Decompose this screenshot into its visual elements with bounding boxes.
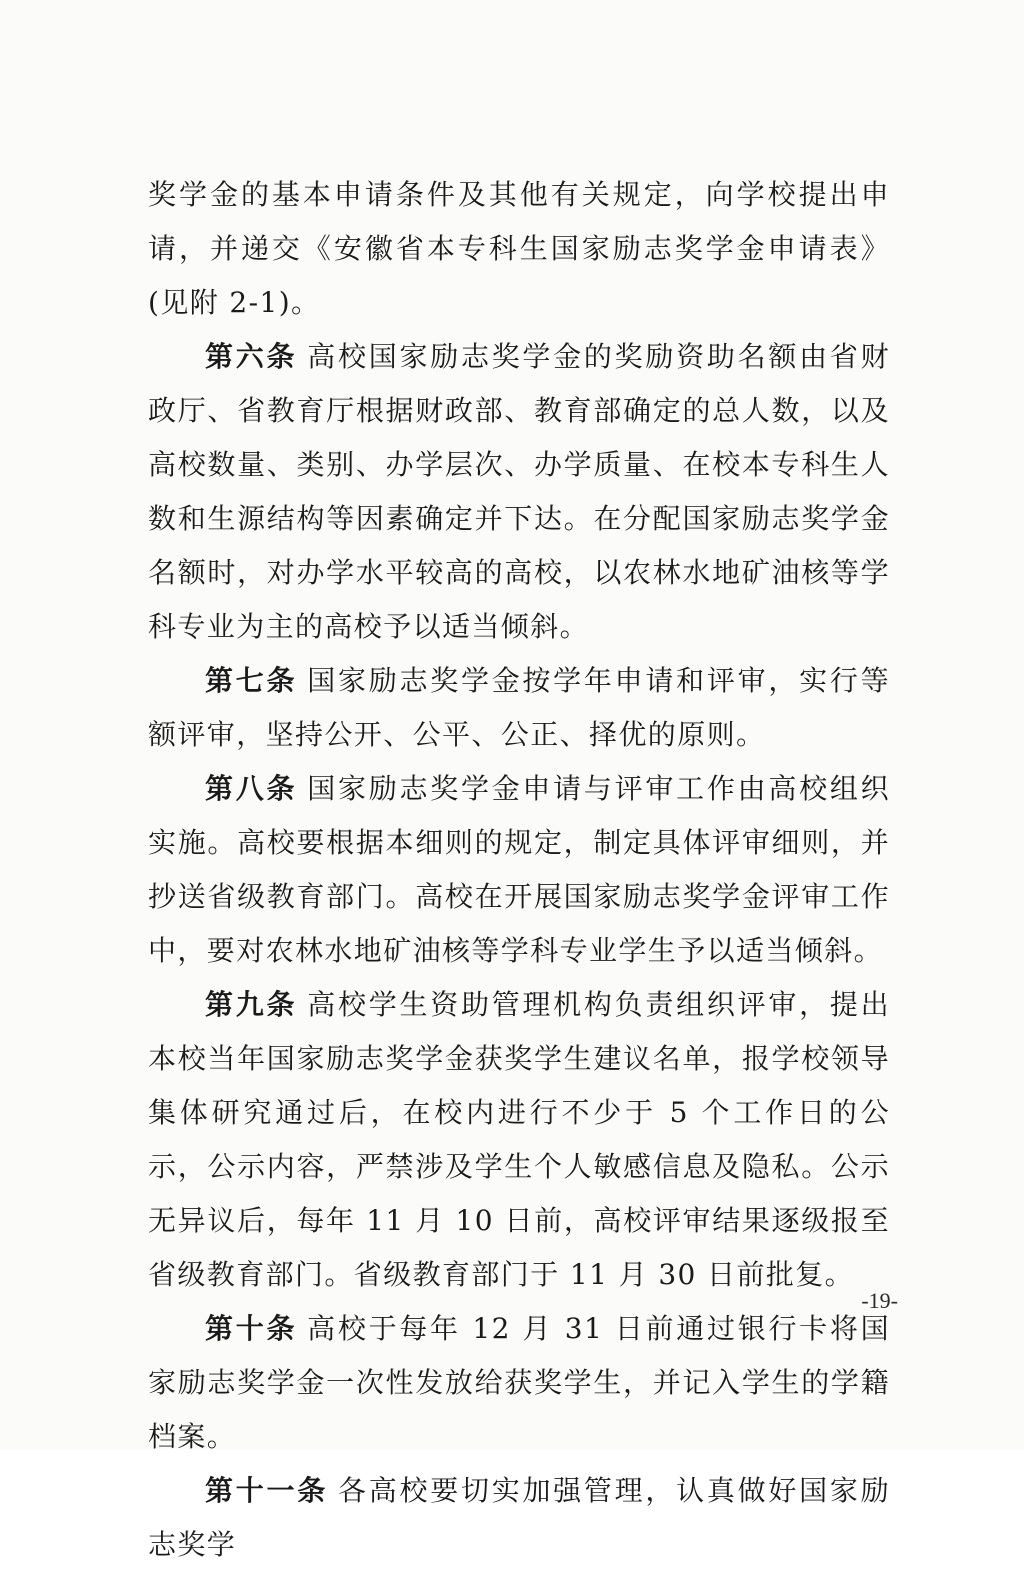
article-title: 第六条 — [205, 340, 298, 373]
article-text: 国家励志奖学金按学年申请和评审，实行等额评审，坚持公开、公平、公正、择优的原则。 — [148, 664, 890, 751]
article-9 — [148, 978, 890, 1302]
article-6 — [148, 330, 890, 654]
article-text: 各高校要切实加强管理，认真做好国家励志奖学 — [148, 1474, 891, 1561]
article-title: 第十条 — [205, 1312, 298, 1345]
article-8 — [148, 762, 890, 978]
article-title: 第十一条 — [205, 1474, 328, 1507]
paragraph-text: 奖学金的基本申请条件及其他有关规定，向学校提出申请，并递交《安徽省本专科生国家励志奖学金申请表》(见附 2-1)。 — [148, 178, 890, 319]
page-number: -19- — [861, 1288, 898, 1313]
article-text: 高校学生资助管理机构负责组织评审，提出本校当年国家励志奖学金获奖学生建议名单，报学校领导集体研究通过后，在校内进行不少于 5 个工作日的公示，公示内容，严禁涉及学生个人敏感信息及隐私。公示无异议后，每年 11 月 10 日前，高校评审结果逐级报至省级教育部门。省级教育部门于 11 月 30 日前批复。 — [148, 988, 890, 1291]
article-title: 第九条 — [205, 988, 298, 1021]
document-body — [148, 168, 890, 1572]
paragraph-continuation — [148, 168, 890, 330]
article-10 — [148, 1302, 890, 1464]
article-text: 国家励志奖学金申请与评审工作由高校组织实施。高校要根据本细则的规定，制定具体评审细则，并抄送省级教育部门。高校在开展国家励志奖学金评审工作中，要对农林水地矿油核等学科专业学生予以适当倾斜。 — [148, 772, 890, 967]
article-title: 第七条 — [205, 664, 298, 697]
article-title: 第八条 — [205, 772, 298, 805]
article-text: 高校于每年 12 月 31 日前通过银行卡将国家励志奖学金一次性发放给获奖学生，并记入学生的学籍档案。 — [148, 1312, 891, 1453]
article-11 — [148, 1464, 890, 1572]
article-7 — [148, 654, 890, 762]
article-text: 高校国家励志奖学金的奖励资助名额由省财政厅、省教育厅根据财政部、教育部确定的总人数，以及高校数量、类别、办学层次、办学质量、在校本专科生人数和生源结构等因素确定并下达。在分配国家励志奖学金名额时，对办学水平较高的高校，以农林水地矿油核等学科专业为主的高校予以适当倾斜。 — [148, 340, 890, 643]
